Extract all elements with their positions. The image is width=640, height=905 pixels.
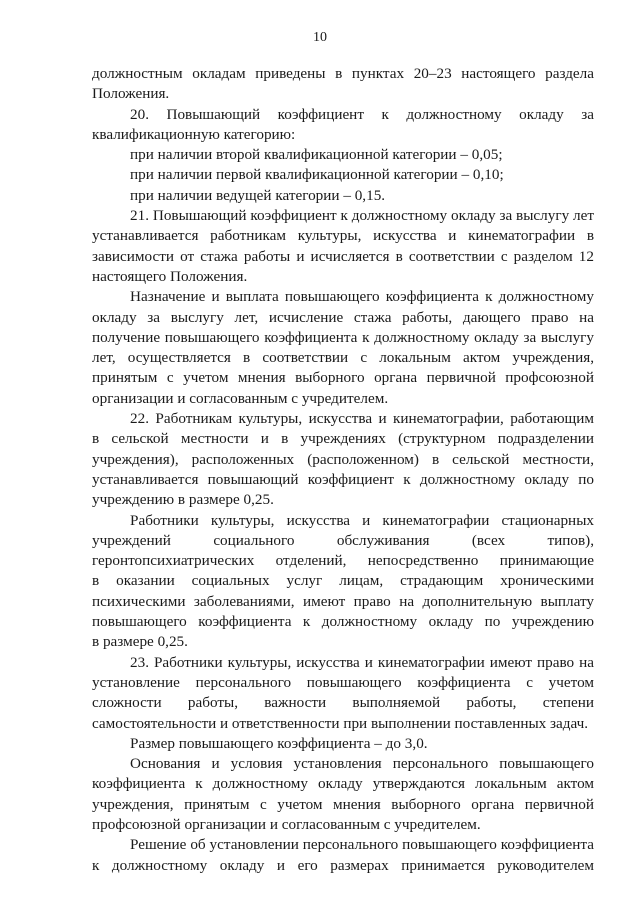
text-line: учреждений социального обслуживания (всех типов), <box>92 531 594 549</box>
text-line: при наличии второй квалификационной категории – 0,05; <box>130 146 503 164</box>
text-line: Работники культуры, искусства и кинематографии стационарных <box>130 511 594 529</box>
text-line: устанавливается работникам культуры, искусства и кинематографии в <box>92 227 594 245</box>
text-line: окладу за выслугу лет, исчисление стажа работы, дающего право на <box>92 308 594 326</box>
text-line: в сельской местности и в учреждениях (структурном подразделении <box>92 430 594 448</box>
text-line: Назначение и выплата повышающего коэффициента к должностному <box>130 288 594 306</box>
page-number: 10 <box>313 30 327 45</box>
text-line: Размер повышающего коэффициента – до 3,0. <box>130 734 428 752</box>
text-line: Положения. <box>92 85 170 103</box>
text-line: психическими заболеваниями, имеют право на дополнительную выплату <box>92 592 594 610</box>
document-body <box>92 64 594 876</box>
text-line: организации и согласованным с учредителем. <box>92 389 389 407</box>
text-line: учреждению в размере 0,25. <box>92 491 274 509</box>
text-line: при наличии первой квалификационной категории – 0,10; <box>130 166 504 184</box>
text-line: при наличии ведущей категории – 0,15. <box>130 186 386 204</box>
text-line: к должностному окладу и его размерах принимается руководителем <box>92 856 594 874</box>
text-line: должностным окладам приведены в пунктах 20–23 настоящего раздела <box>92 65 594 82</box>
text-line: 22. Работникам культуры, искусства и кинематографии, работающим <box>130 410 594 428</box>
text-line: получение повышающего коэффициента к должностному окладу за выслугу <box>92 328 594 346</box>
text-line: зависимости от стажа работы и исчисляется в соответствии с разделом 12 <box>92 247 594 265</box>
text-line: квалификационную категорию: <box>92 125 296 143</box>
text-line: в оказании социальных услуг лицам, страдающим хроническими <box>92 572 594 590</box>
text-line: 23. Работники культуры, искусства и кинематографии имеют право на <box>130 653 594 671</box>
text-line: Решение об установлении персонального повышающего коэффициента <box>130 836 594 854</box>
text-line: в размере 0,25. <box>92 633 188 651</box>
text-line: коэффициента к должностному окладу утверждаются локальным актом <box>92 775 594 793</box>
text-line: учреждения, принятым с учетом мнения выборного органа первичной <box>92 795 594 813</box>
text-line: лет, осуществляется в соответствии с локальным актом учреждения, <box>92 349 594 367</box>
text-line: самостоятельности и ответственности при выполнении поставленных задач. <box>92 714 589 732</box>
text-line: настоящего Положения. <box>92 267 248 285</box>
text-line: повышающего коэффициента к должностному окладу по учреждению <box>92 613 594 631</box>
text-line: 20. Повышающий коэффициент к должностному окладу за <box>130 105 594 123</box>
text-line: установление персонального повышающего коэффициента с учетом <box>92 673 594 691</box>
text-line: устанавливается повышающий коэффициент к должностному окладу по <box>92 470 594 488</box>
text-line: профсоюзной организации и согласованным с учредителем. <box>92 815 481 833</box>
text-line: сложности работы, важности выполняемой работы, степени <box>92 694 594 712</box>
text-line: геронтопсихиатрических отделений, непосредственно принимающие <box>92 552 594 570</box>
text-line: Основания и условия установления персонального повышающего <box>130 755 594 773</box>
text-line: принятым с учетом мнения выборного органа первичной профсоюзной <box>92 369 594 387</box>
text-line: учреждения), расположенных (расположенном) в сельской местности, <box>92 450 594 468</box>
text-line: 21. Повышающий коэффициент к должностному окладу за выслугу лет <box>130 207 594 225</box>
